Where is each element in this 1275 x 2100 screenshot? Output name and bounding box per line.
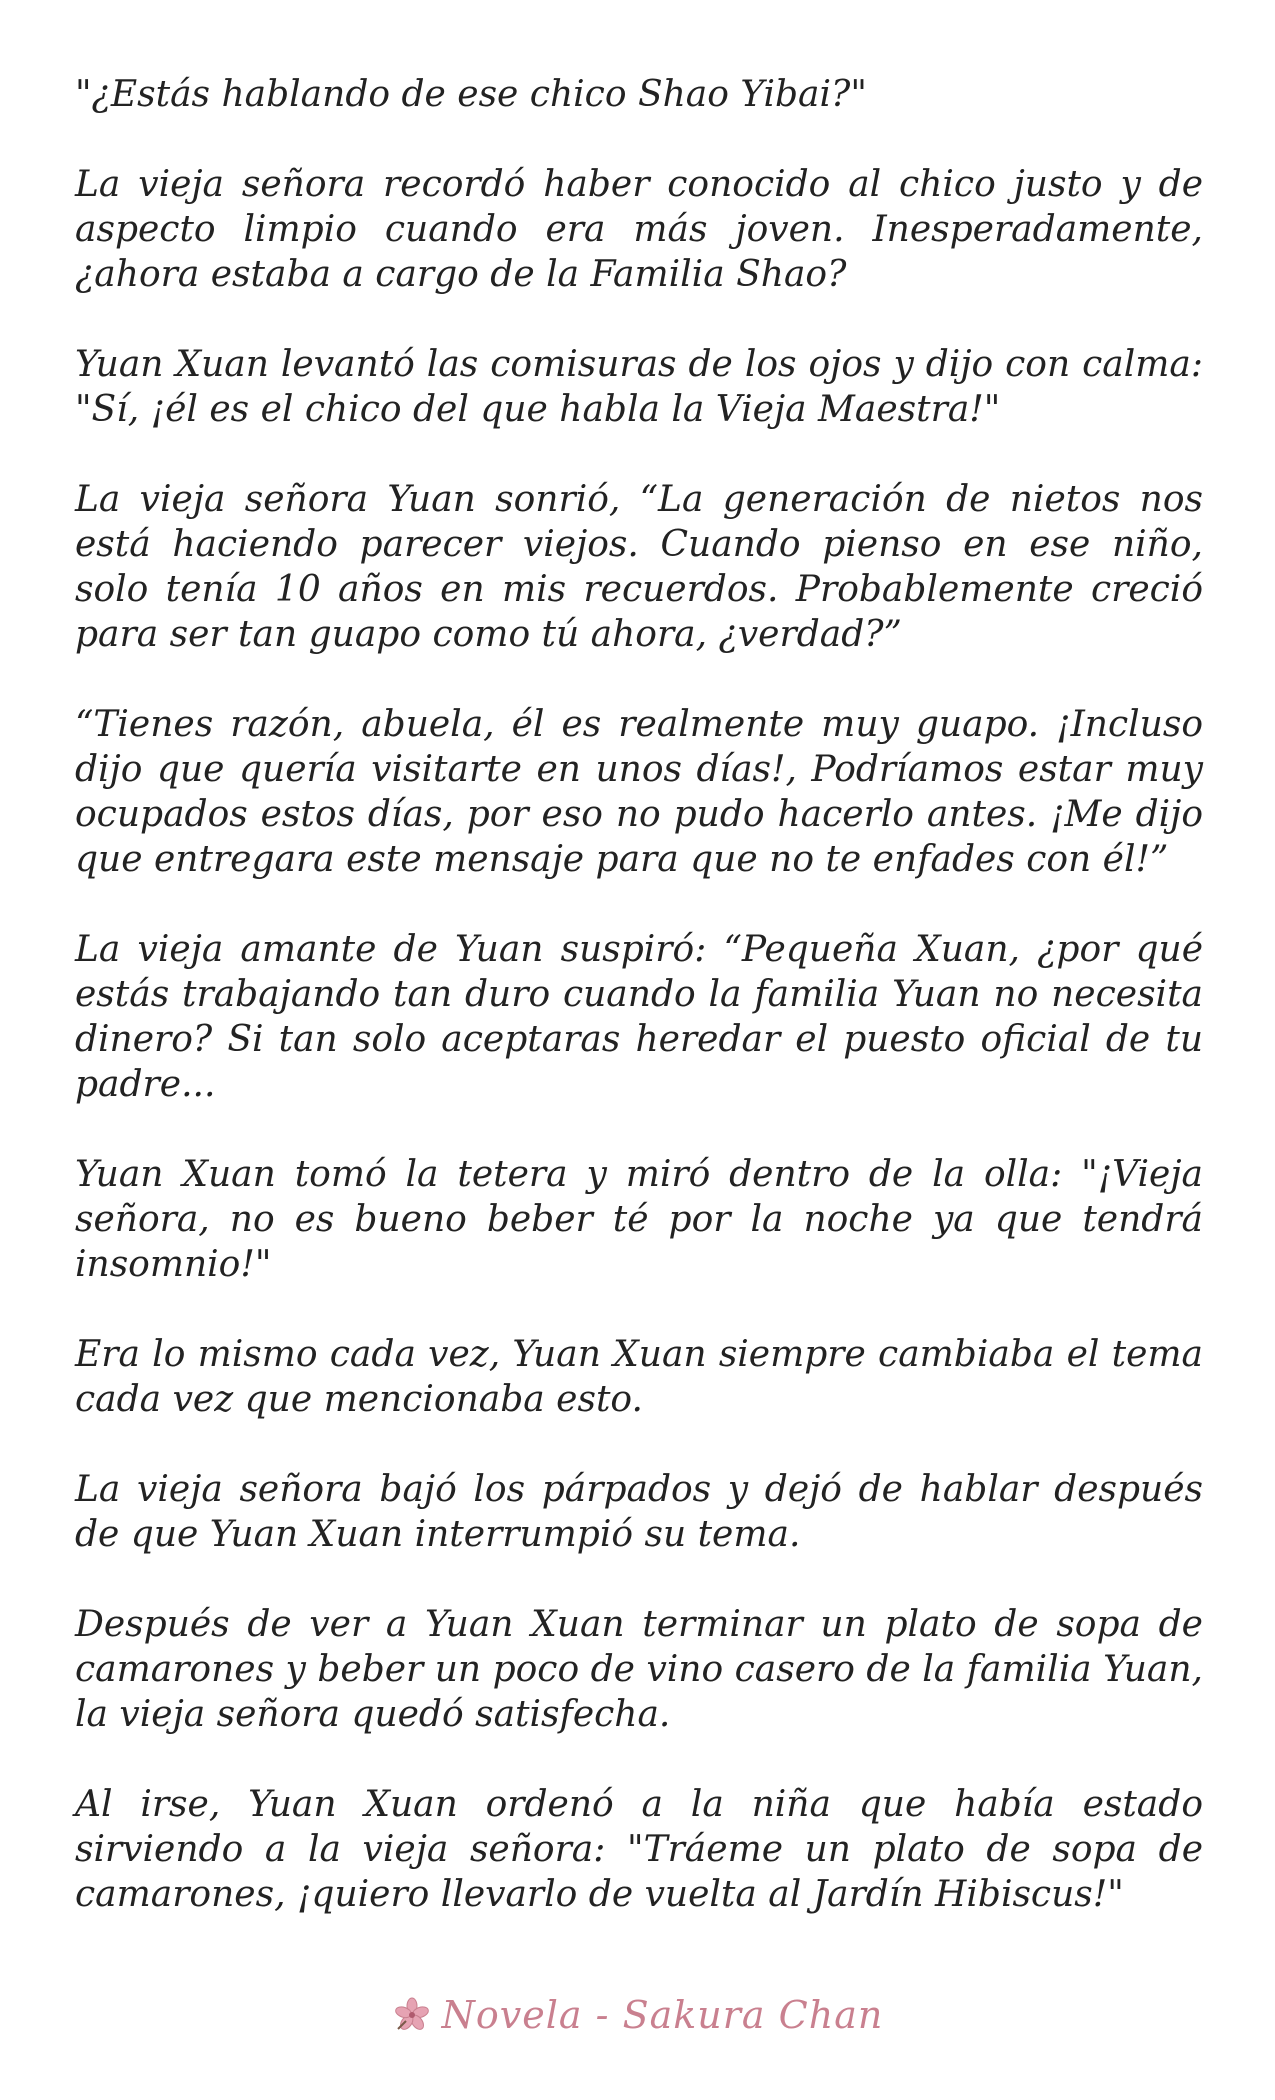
watermark [392,1993,884,2037]
paragraph: La vieja señora Yuan sonrió, “La generación de nietos nos está haciendo parecer viejos. Cuando pienso en ese niño, solo tenía 10 años en mis recuerdos. Probablemente creció para ser tan guapo como tú ahora, ¿verdad?” [75,479,1203,655]
paragraph: Era lo mismo cada vez, Yuan Xuan siempre cambiaba el tema cada vez que mencionaba esto. [75,1334,1203,1420]
watermark-text: Novela - Sakura Chan [441,1993,884,2037]
paragraph: Yuan Xuan levantó las comisuras de los ojos y dijo con calma: "Sí, ¡él es el chico del que habla la Vieja Maestra!" [75,344,1203,430]
paragraph: La vieja señora recordó haber conocido al chico justo y de aspecto limpio cuando era más joven. Inesperadamente, ¿ahora estaba a cargo de la Familia Shao? [75,164,1203,295]
paragraph: La vieja señora bajó los párpados y dejó de hablar después de que Yuan Xuan interrumpió su tema. [75,1469,1203,1555]
document-body [75,72,1203,2062]
watermark-footer [0,1985,1275,2045]
sakura-flower-icon [392,1995,432,2035]
paragraph: Al irse, Yuan Xuan ordenó a la niña que había estado sirviendo a la vieja señora: "Tráeme un plato de sopa de camarones, ¡quiero llevarlo de vuelta al Jardín Hibiscus!" [75,1784,1203,1915]
paragraph: "¿Estás hablando de ese chico Shao Yibai?" [75,74,867,115]
paragraph: Yuan Xuan tomó la tetera y miró dentro de la olla: "¡Vieja señora, no es bueno beber té por la noche ya que tendrá insomnio!" [75,1154,1203,1285]
paragraph: “Tienes razón, abuela, él es realmente muy guapo. ¡Incluso dijo que quería visitarte en unos días!, Podríamos estar muy ocupados estos días, por eso no pudo hacerlo antes. ¡Me dijo que entregara este mensaje para que no te enfades con él!” [75,704,1203,880]
paragraph: Después de ver a Yuan Xuan terminar un plato de sopa de camarones y beber un poco de vino casero de la familia Yuan, la vieja señora quedó satisfecha. [75,1604,1203,1735]
paragraph: La vieja amante de Yuan suspiró: “Pequeña Xuan, ¿por qué estás trabajando tan duro cuando la familia Yuan no necesita dinero? Si tan solo aceptaras heredar el puesto oficial de tu padre... [75,929,1203,1105]
